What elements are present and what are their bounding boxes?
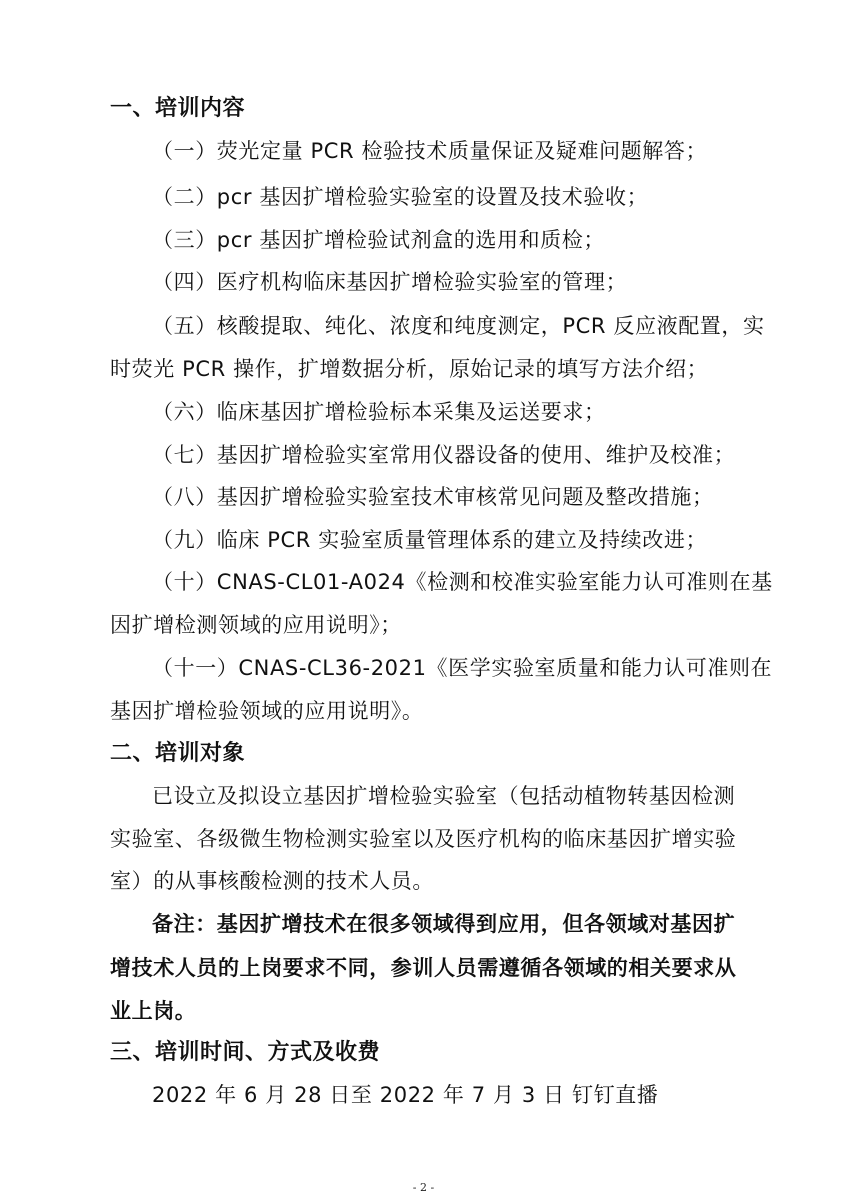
content-item-4: （四）医疗机构临床基因扩增检验实验室的管理； bbox=[152, 270, 628, 294]
content-item-11-line-2: 基因扩增检验领域的应用说明》。 bbox=[110, 699, 424, 723]
content-item-9: （九）临床 PCR 实验室质量管理体系的建立及持续改进； bbox=[152, 528, 708, 552]
content-item-3: （三）pcr 基因扩增检验试剂盒的选用和质检； bbox=[152, 228, 605, 252]
section-heading-training-target: 二、培训对象 bbox=[110, 741, 246, 766]
note-paragraph-line-1: 备注：基因扩增技术在很多领域得到应用，但各领域对基因扩 bbox=[152, 912, 736, 936]
content-item-2: （二）pcr 基因扩增检验实验室的设置及技术验收； bbox=[152, 185, 649, 209]
schedule-line: 2022 年 6 月 28 日至 2022 年 7 月 3 日 钉钉直播 bbox=[152, 1083, 659, 1107]
note-paragraph-line-2: 增技术人员的上岗要求不同，参训人员需遵循各领域的相关要求从 bbox=[110, 956, 737, 980]
content-item-7: （七）基因扩增检验实室常用仪器设备的使用、维护及校准； bbox=[152, 443, 736, 467]
content-item-6: （六）临床基因扩增检验标本采集及运送要求； bbox=[152, 400, 606, 424]
content-item-10-line-2: 因扩增检测领域的应用说明》； bbox=[110, 613, 402, 637]
note-paragraph-line-3: 业上岗。 bbox=[110, 999, 197, 1023]
section-heading-time-method-fee: 三、培训时间、方式及收费 bbox=[110, 1040, 381, 1065]
target-paragraph-line-1: 已设立及拟设立基因扩增检验实验室（包括动植物转基因检测 bbox=[152, 784, 736, 808]
content-item-10-line-1: （十）CNAS-CL01-A024《检测和校准实验室能力认可准则在基 bbox=[152, 570, 773, 594]
content-item-11-line-1: （十一）CNAS-CL36-2021《医学实验室质量和能力认可准则在 bbox=[152, 656, 773, 680]
target-paragraph-line-3: 室）的从事核酸检测的技术人员。 bbox=[110, 869, 434, 893]
content-item-5-line-2: 时荧光 PCR 操作，扩增数据分析，原始记录的填写方法介绍； bbox=[110, 357, 709, 381]
page-number: - 2 - bbox=[412, 1181, 435, 1194]
target-paragraph-line-2: 实验室、各级微生物检测实验室以及医疗机构的临床基因扩增实验 bbox=[110, 827, 737, 851]
content-item-8: （八）基因扩增检验实验室技术审核常见问题及整改措施； bbox=[152, 485, 714, 509]
section-heading-training-content: 一、培训内容 bbox=[110, 96, 246, 121]
content-item-1: （一）荧光定量 PCR 检验技术质量保证及疑难问题解答； bbox=[152, 139, 708, 163]
content-item-5-line-1: （五）核酸提取、纯化、浓度和纯度测定，PCR 反应液配置，实 bbox=[152, 314, 765, 338]
